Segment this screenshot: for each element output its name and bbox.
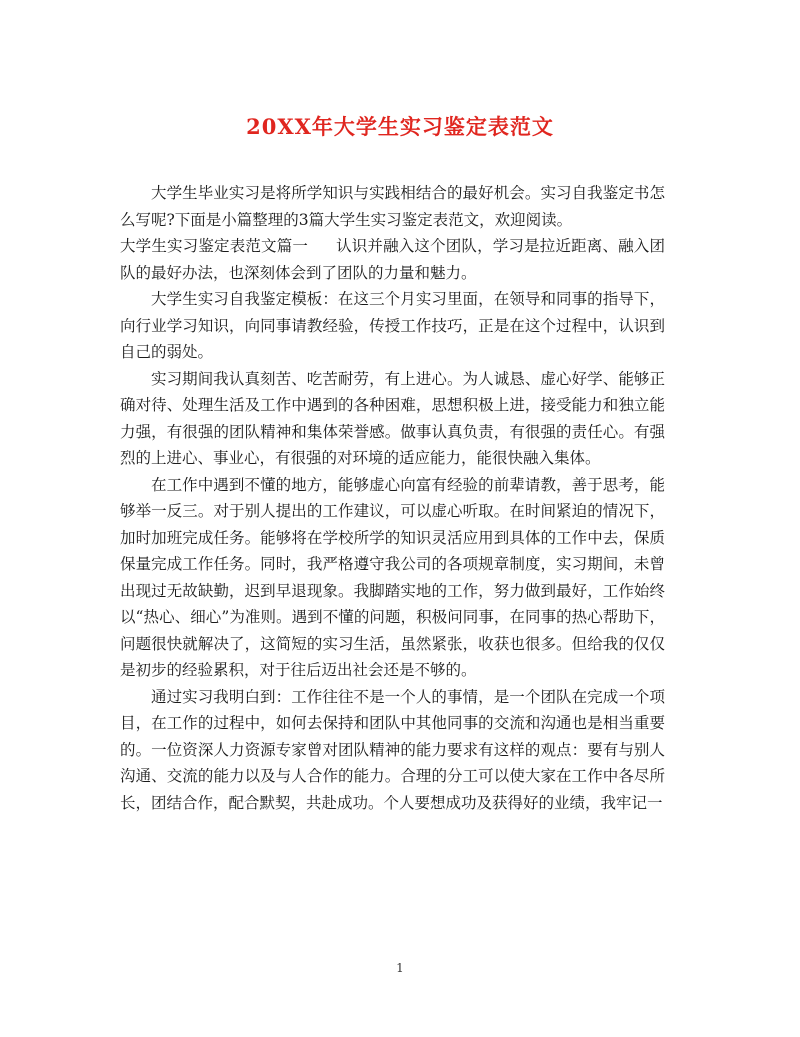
intro-paragraph: 大学生毕业实习是将所学知识与实践相结合的最好机会。实习自我鉴定书怎么写呢?下面是小篇整理的3篇大学生实习鉴定表范文，欢迎阅读。 — [120, 184, 665, 229]
document-body — [120, 180, 665, 816]
section-heading-paragraph — [120, 233, 665, 286]
document-title: 20XX年大学生实习鉴定表范文 — [246, 114, 554, 139]
page-number: 1 — [396, 961, 404, 975]
section-label: 大学生实习鉴定表范文篇一 — [120, 237, 309, 255]
section-lead-text: 认识并融入这个团队，学习是拉近距离、融入团队的最好办法，也深刻体会到了团队的力量和魅力。 — [120, 237, 665, 282]
paragraph-4: 通过实习我明白到：工作往往不是一个人的事情，是一个团队在完成一个项目，在工作的过程中，如何去保持和团队中其他同事的交流和沟通也是相当重要的。一位资深人力资源专家曾对团队精神的能力要求有这样的观点：要有与别人沟通、交流的能力以及与人合作的能力。合理的分工可以使大家在工作中各尽所长，团结合作，配合默契，共赴成功。个人要想成功及获得好的业绩，我牢记一 — [120, 687, 665, 812]
paragraph-3: 在工作中遇到不懂的地方，能够虚心向富有经验的前辈请教，善于思考，能够举一反三。对于别人提出的工作建议，可以虚心听取。在时间紧迫的情况下，加时加班完成任务。能够将在学校所学的知识灵活应用到具体的工作中去，保质保量完成工作任务。同时，我严格遵守我公司的各项规章制度，实习期间，未曾出现过无故缺勤，迟到早退现象。我脚踏实地的工作，努力做到最好，工作始终以“热心、细心”为准则。遇到不懂的问题，积极问同事，在同事的热心帮助下，问题很快就解决了，这简短的实习生活，虽然紧张，收获也很多。但给我的仅仅是初步的经验累积，对于往后迈出社会还是不够的。 — [120, 475, 665, 679]
paragraph-2: 实习期间我认真刻苦、吃苦耐劳，有上进心。为人诚恳、虚心好学、能够正确对待、处理生活及工作中遇到的各种困难，思想积极上进，接受能力和独立能力强，有很强的团队精神和集体荣誉感。做事认真负责，有很强的责任心。有强烈的上进心、事业心，有很强的对环境的适应能力，能很快融入集体。 — [120, 369, 665, 467]
paragraph-1: 大学生实习自我鉴定模板：在这三个月实习里面，在领导和同事的指导下，向行业学习知识，向同事请教经验，传授工作技巧，正是在这个过程中，认识到自己的弱处。 — [120, 290, 665, 361]
